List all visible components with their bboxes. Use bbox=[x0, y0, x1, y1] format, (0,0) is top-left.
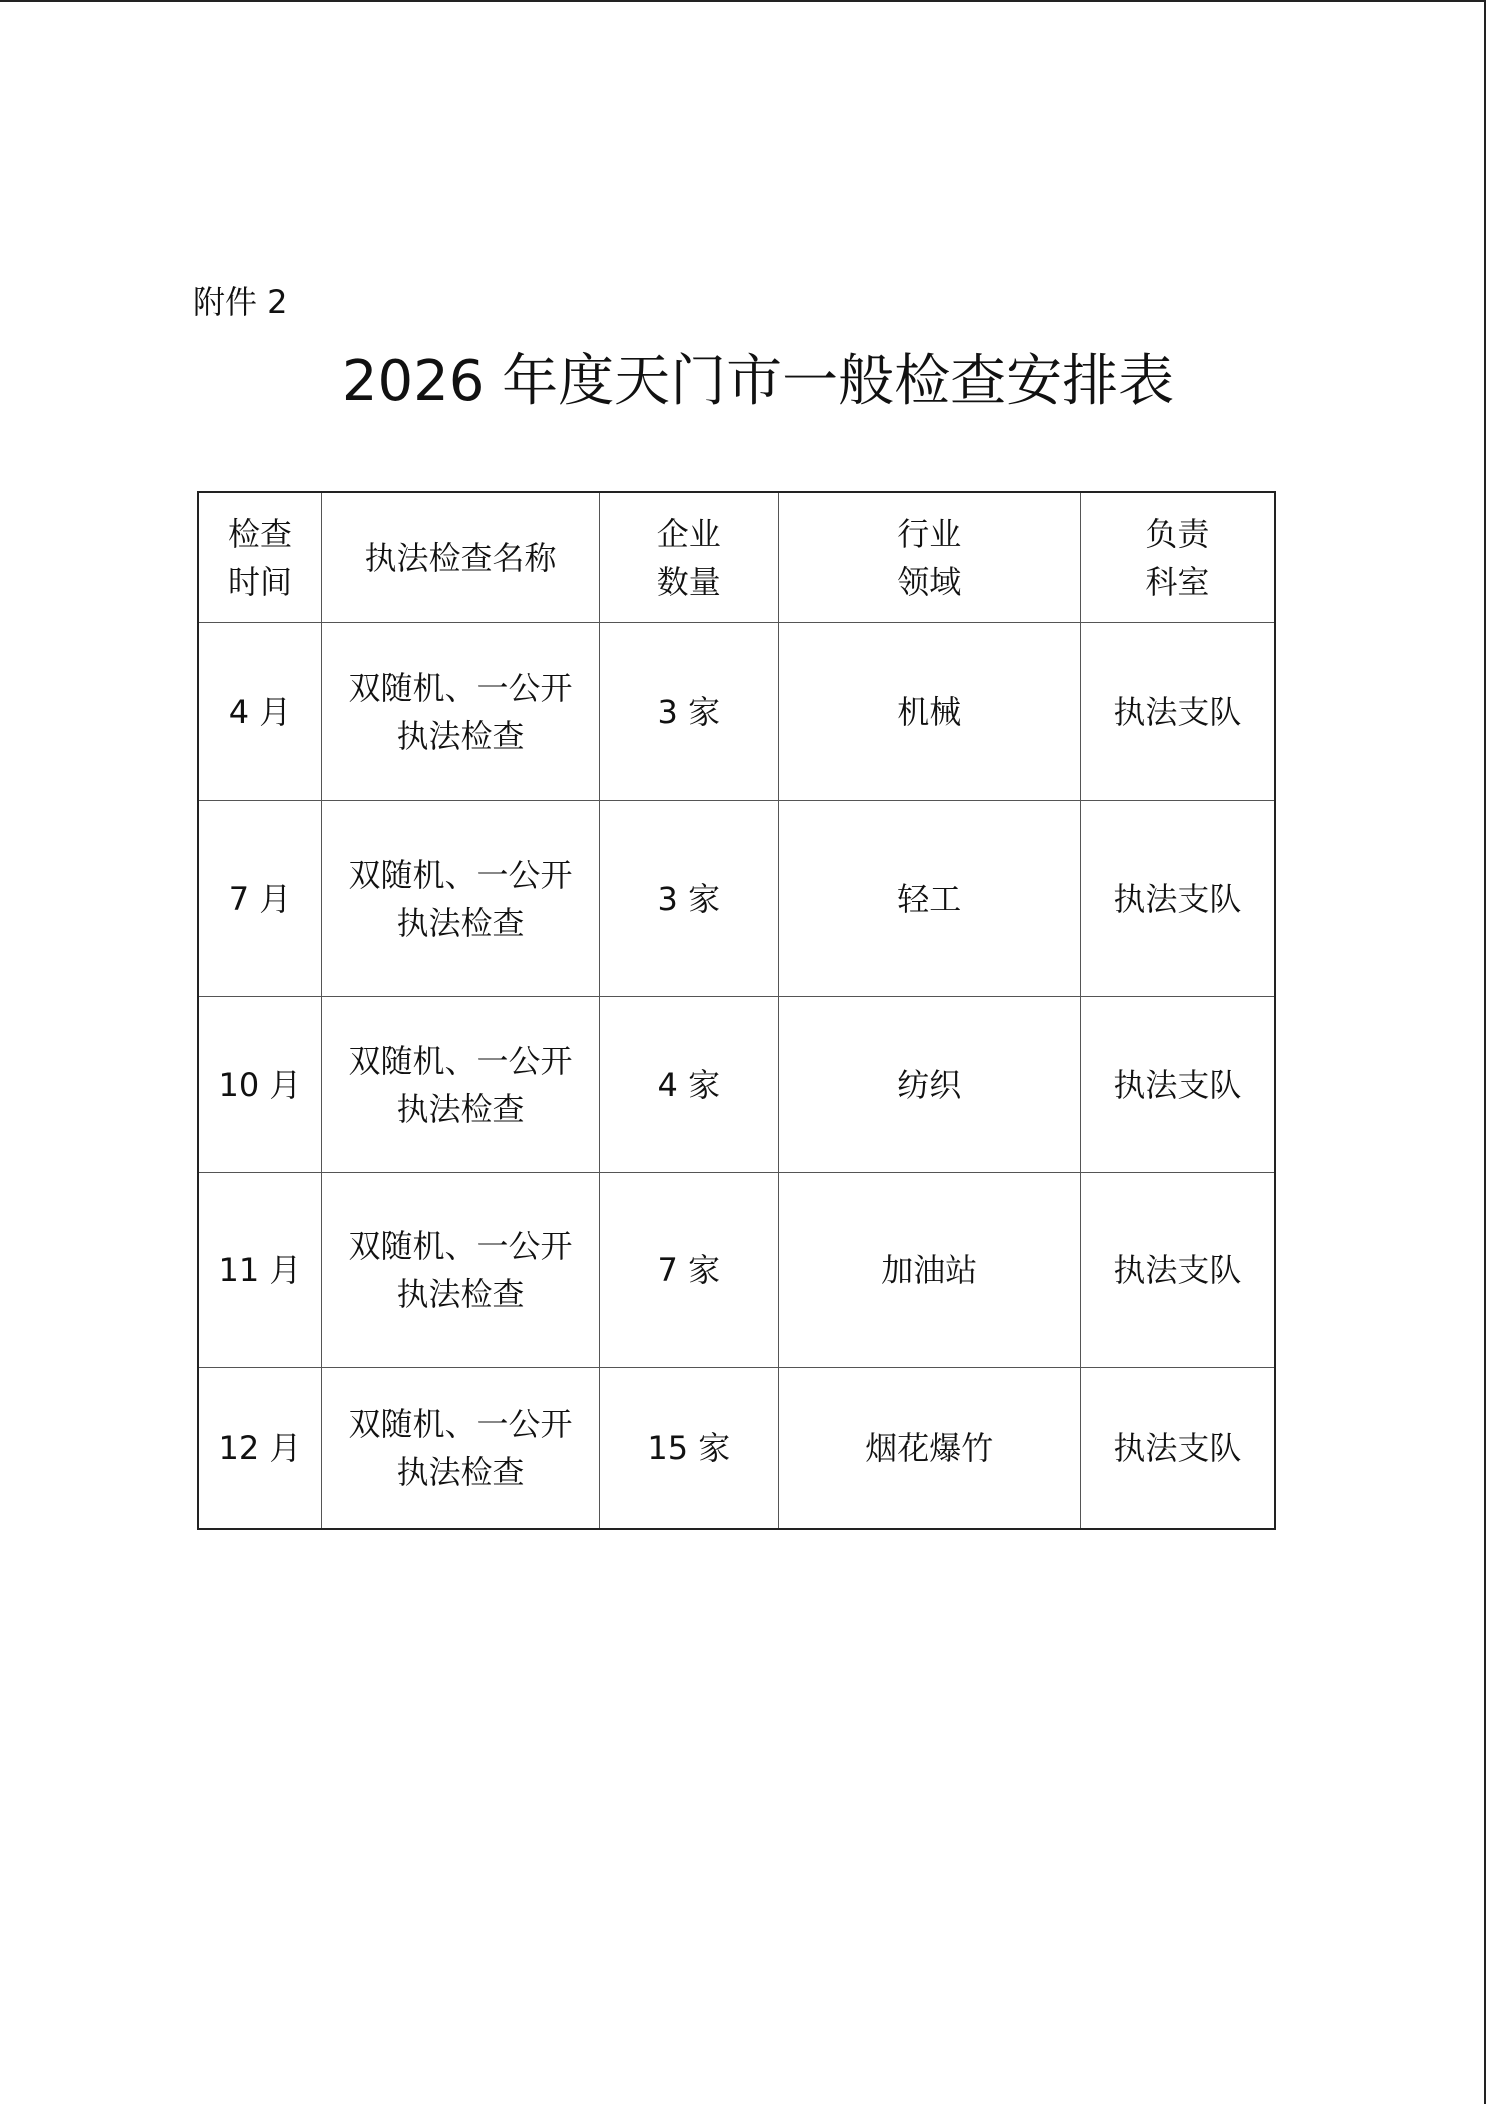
cell-count: 7 家 bbox=[599, 1173, 778, 1368]
table-row bbox=[198, 801, 1275, 997]
table-row bbox=[198, 997, 1275, 1173]
page-title: 2026 年度天门市一般检查安排表 bbox=[341, 349, 1175, 414]
header-inspection-name: 执法检查名称 bbox=[321, 492, 599, 623]
cell-dept: 执法支队 bbox=[1080, 623, 1275, 801]
header-enterprise-count: 企业 数量 bbox=[599, 492, 778, 623]
cell-inspection-name: 双随机、一公开 执法检查 bbox=[321, 1173, 599, 1368]
attachment-label: 附件 2 bbox=[193, 283, 288, 321]
cell-inspection-name: 双随机、一公开 执法检查 bbox=[321, 801, 599, 997]
cell-time: 11 月 bbox=[198, 1173, 321, 1368]
cell-count: 15 家 bbox=[599, 1368, 778, 1530]
cell-time: 12 月 bbox=[198, 1368, 321, 1530]
cell-time: 4 月 bbox=[198, 623, 321, 801]
cell-time: 10 月 bbox=[198, 997, 321, 1173]
cell-dept: 执法支队 bbox=[1080, 801, 1275, 997]
cell-dept: 执法支队 bbox=[1080, 1173, 1275, 1368]
table-row bbox=[198, 1173, 1275, 1368]
cell-dept: 执法支队 bbox=[1080, 1368, 1275, 1530]
cell-count: 3 家 bbox=[599, 801, 778, 997]
cell-count: 3 家 bbox=[599, 623, 778, 801]
cell-inspection-name: 双随机、一公开 执法检查 bbox=[321, 623, 599, 801]
cell-field: 加油站 bbox=[778, 1173, 1080, 1368]
cell-field: 机械 bbox=[778, 623, 1080, 801]
header-responsible-dept: 负责 科室 bbox=[1080, 492, 1275, 623]
cell-dept: 执法支队 bbox=[1080, 997, 1275, 1173]
table-row bbox=[198, 623, 1275, 801]
cell-inspection-name: 双随机、一公开 执法检查 bbox=[321, 997, 599, 1173]
cell-count: 4 家 bbox=[599, 997, 778, 1173]
header-inspection-time: 检查 时间 bbox=[198, 492, 321, 623]
table-header-row bbox=[198, 492, 1275, 623]
cell-field: 烟花爆竹 bbox=[778, 1368, 1080, 1530]
cell-time: 7 月 bbox=[198, 801, 321, 997]
cell-field: 轻工 bbox=[778, 801, 1080, 997]
inspection-schedule-table bbox=[197, 491, 1276, 1530]
cell-field: 纺织 bbox=[778, 997, 1080, 1173]
cell-inspection-name: 双随机、一公开 执法检查 bbox=[321, 1368, 599, 1530]
table-row bbox=[198, 1368, 1275, 1530]
header-industry-field: 行业 领域 bbox=[778, 492, 1080, 623]
